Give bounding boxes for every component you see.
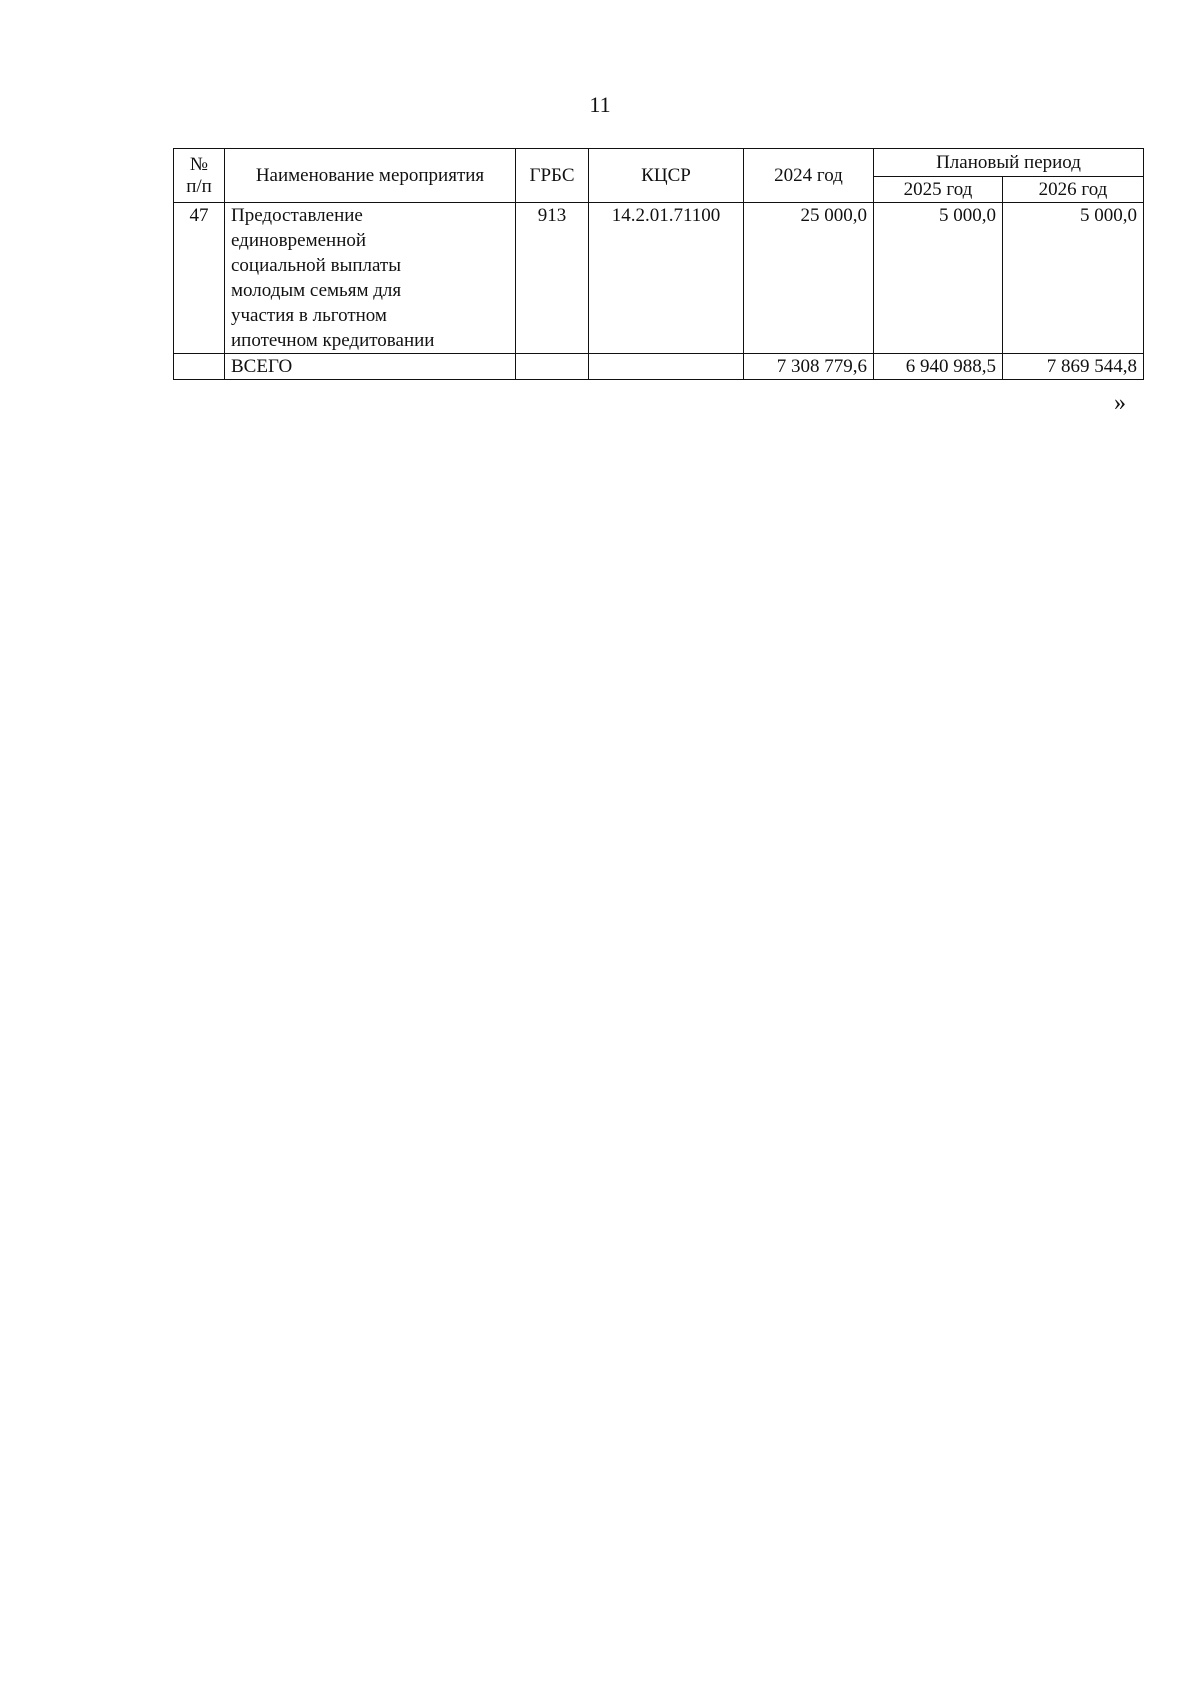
row-name-line: Предоставление — [231, 205, 363, 226]
header-no — [174, 149, 225, 203]
total-row — [174, 354, 1144, 380]
page-number: 11 — [589, 92, 611, 117]
total-grbs — [516, 354, 589, 380]
header-2024: 2024 год — [744, 149, 874, 203]
header-no-line2: п/п — [186, 175, 212, 197]
table-row — [174, 203, 1144, 354]
row-grbs: 913 — [516, 203, 589, 354]
row-name-line: молодым семьям для — [231, 280, 402, 301]
row-kcsr: 14.2.01.71100 — [589, 203, 744, 354]
closing-quote: » — [1114, 390, 1126, 416]
total-label: ВСЕГО — [225, 354, 516, 380]
row-name-line: социальной выплаты — [231, 255, 401, 276]
row-2026: 5 000,0 — [1003, 203, 1144, 354]
budget-table — [173, 148, 1144, 380]
row-no: 47 — [174, 203, 225, 354]
header-grbs: ГРБС — [516, 149, 589, 203]
row-name-line: участия в льготном — [231, 305, 387, 326]
total-kcsr — [589, 354, 744, 380]
row-name-line: единовременной — [231, 230, 367, 251]
header-2026: 2026 год — [1003, 177, 1144, 203]
total-2025: 6 940 988,5 — [874, 354, 1003, 380]
row-2024: 25 000,0 — [744, 203, 874, 354]
header-2025: 2025 год — [874, 177, 1003, 203]
total-no — [174, 354, 225, 380]
header-planned-period: Плановый период — [874, 149, 1144, 177]
row-name-line: ипотечном кредитовании — [231, 330, 435, 351]
row-2025: 5 000,0 — [874, 203, 1003, 354]
header-kcsr: КЦСР — [589, 149, 744, 203]
header-no-line1: № — [189, 153, 209, 175]
total-2024: 7 308 779,6 — [744, 354, 874, 380]
total-2026: 7 869 544,8 — [1003, 354, 1144, 380]
header-name: Наименование мероприятия — [225, 149, 516, 203]
row-name — [225, 203, 516, 354]
